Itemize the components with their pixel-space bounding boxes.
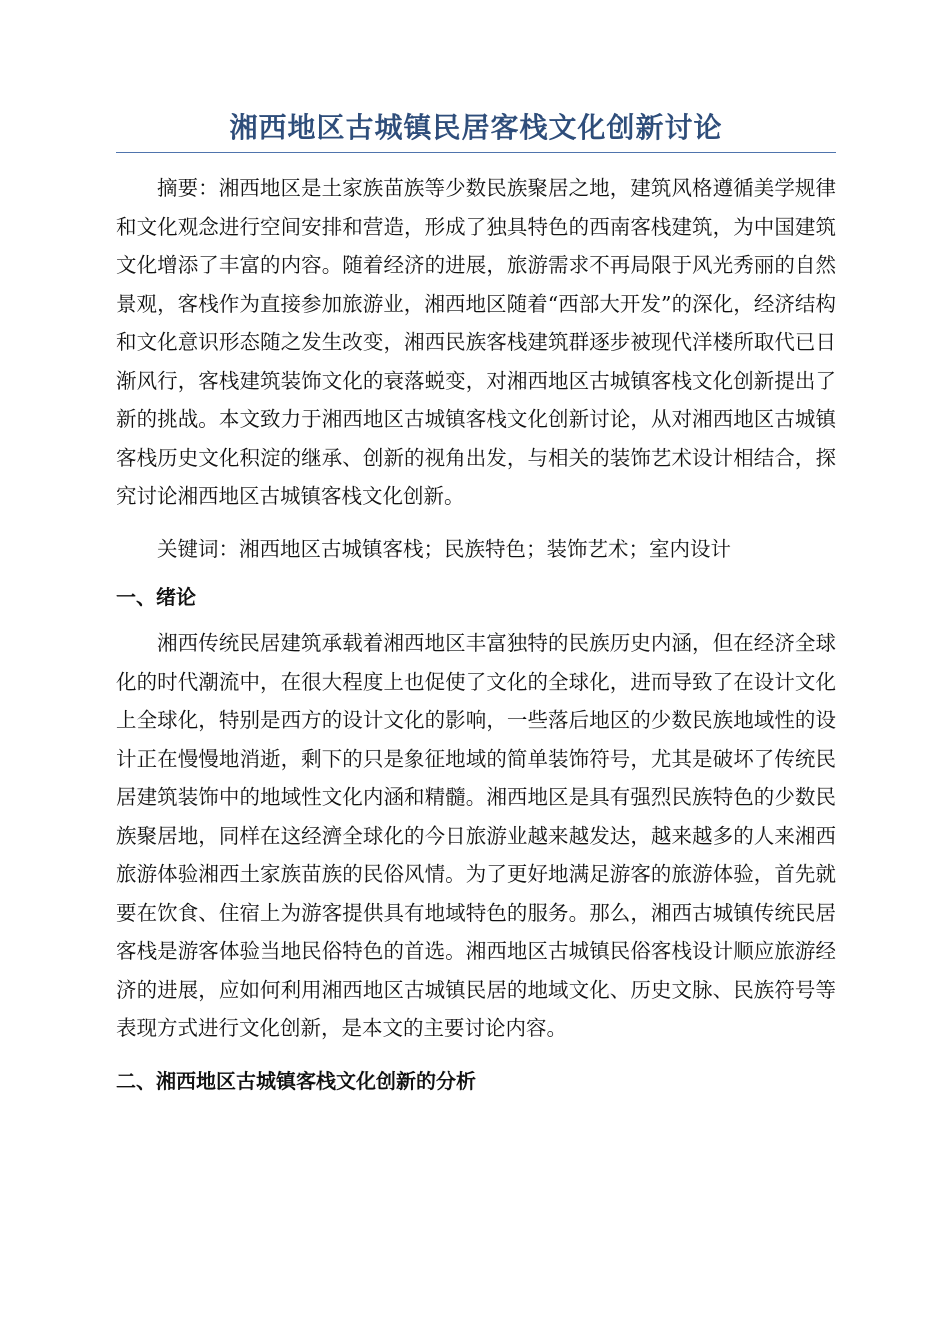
document-title: 湘西地区古城镇民居客栈文化创新讨论 bbox=[116, 108, 836, 153]
section-heading-analysis: 二、湘西地区古城镇客栈文化创新的分析 bbox=[116, 1068, 476, 1093]
keywords-line: 关键词：湘西地区古城镇客栈；民族特色；装饰艺术；室内设计 bbox=[157, 536, 731, 561]
document-page bbox=[116, 108, 836, 1108]
introduction-paragraph: 湘西传统民居建筑承载着湘西地区丰富独特的民族历史内涵，但在经济全球化的时代潮流中，在很大程度上也促使了文化的全球化，进而导致了在设计文化上全球化，特别是西方的设计文化的影响，一些落后地区的少数民族地域性的设计正在慢慢地消逝，剩下的只是象征地域的简单装饰符号，尤其是破坏了传统民居建筑装饰中的地域性文化内涵和精髓。湘西地区是具有强烈民族特色的少数民族聚居地，同样在这经濟全球化的今日旅游业越来越发达，越来越多的人来湘西旅游体验湘西土家族苗族的民俗风情。为了更好地满足游客的旅游体验，首先就要在饮食、住宿上为游客提供具有地域特色的服务。那么，湘西古城镇传统民居客栈是游客体验当地民俗特色的首选。湘西地区古城镇民俗客栈设计顺应旅游经济的进展，应如何利用湘西地区古城镇民居的地域文化、历史文脉、民族符号等表现方式进行文化创新，是本文的主要讨论内容。 bbox=[116, 631, 836, 1040]
abstract-paragraph: 摘要：湘西地区是土家族苗族等少数民族聚居之地，建筑风格遵循美学规律和文化观念进行空间安排和营造，形成了独具特色的西南客栈建筑，为中国建筑文化增添了丰富的内容。随着经济的进展，旅游需求不再局限于风光秀丽的自然景观，客栈作为直接参加旅游业，湘西地区随着“西部大开发”的深化，经济结构和文化意识形态随之发生改变，湘西民族客栈建筑群逐步被现代洋楼所取代已日渐风行，客栈建筑装饰文化的衰落蜕变，对湘西地区古城镇客栈文化创新提出了新的挑战。本文致力于湘西地区古城镇客栈文化创新讨论，从对湘西地区古城镇客栈历史文化积淀的继承、创新的视角出发，与相关的装饰艺术设计相结合，探究讨论湘西地区古城镇客栈文化创新。 bbox=[116, 176, 836, 508]
section-heading-introduction: 一、绪论 bbox=[116, 585, 196, 609]
